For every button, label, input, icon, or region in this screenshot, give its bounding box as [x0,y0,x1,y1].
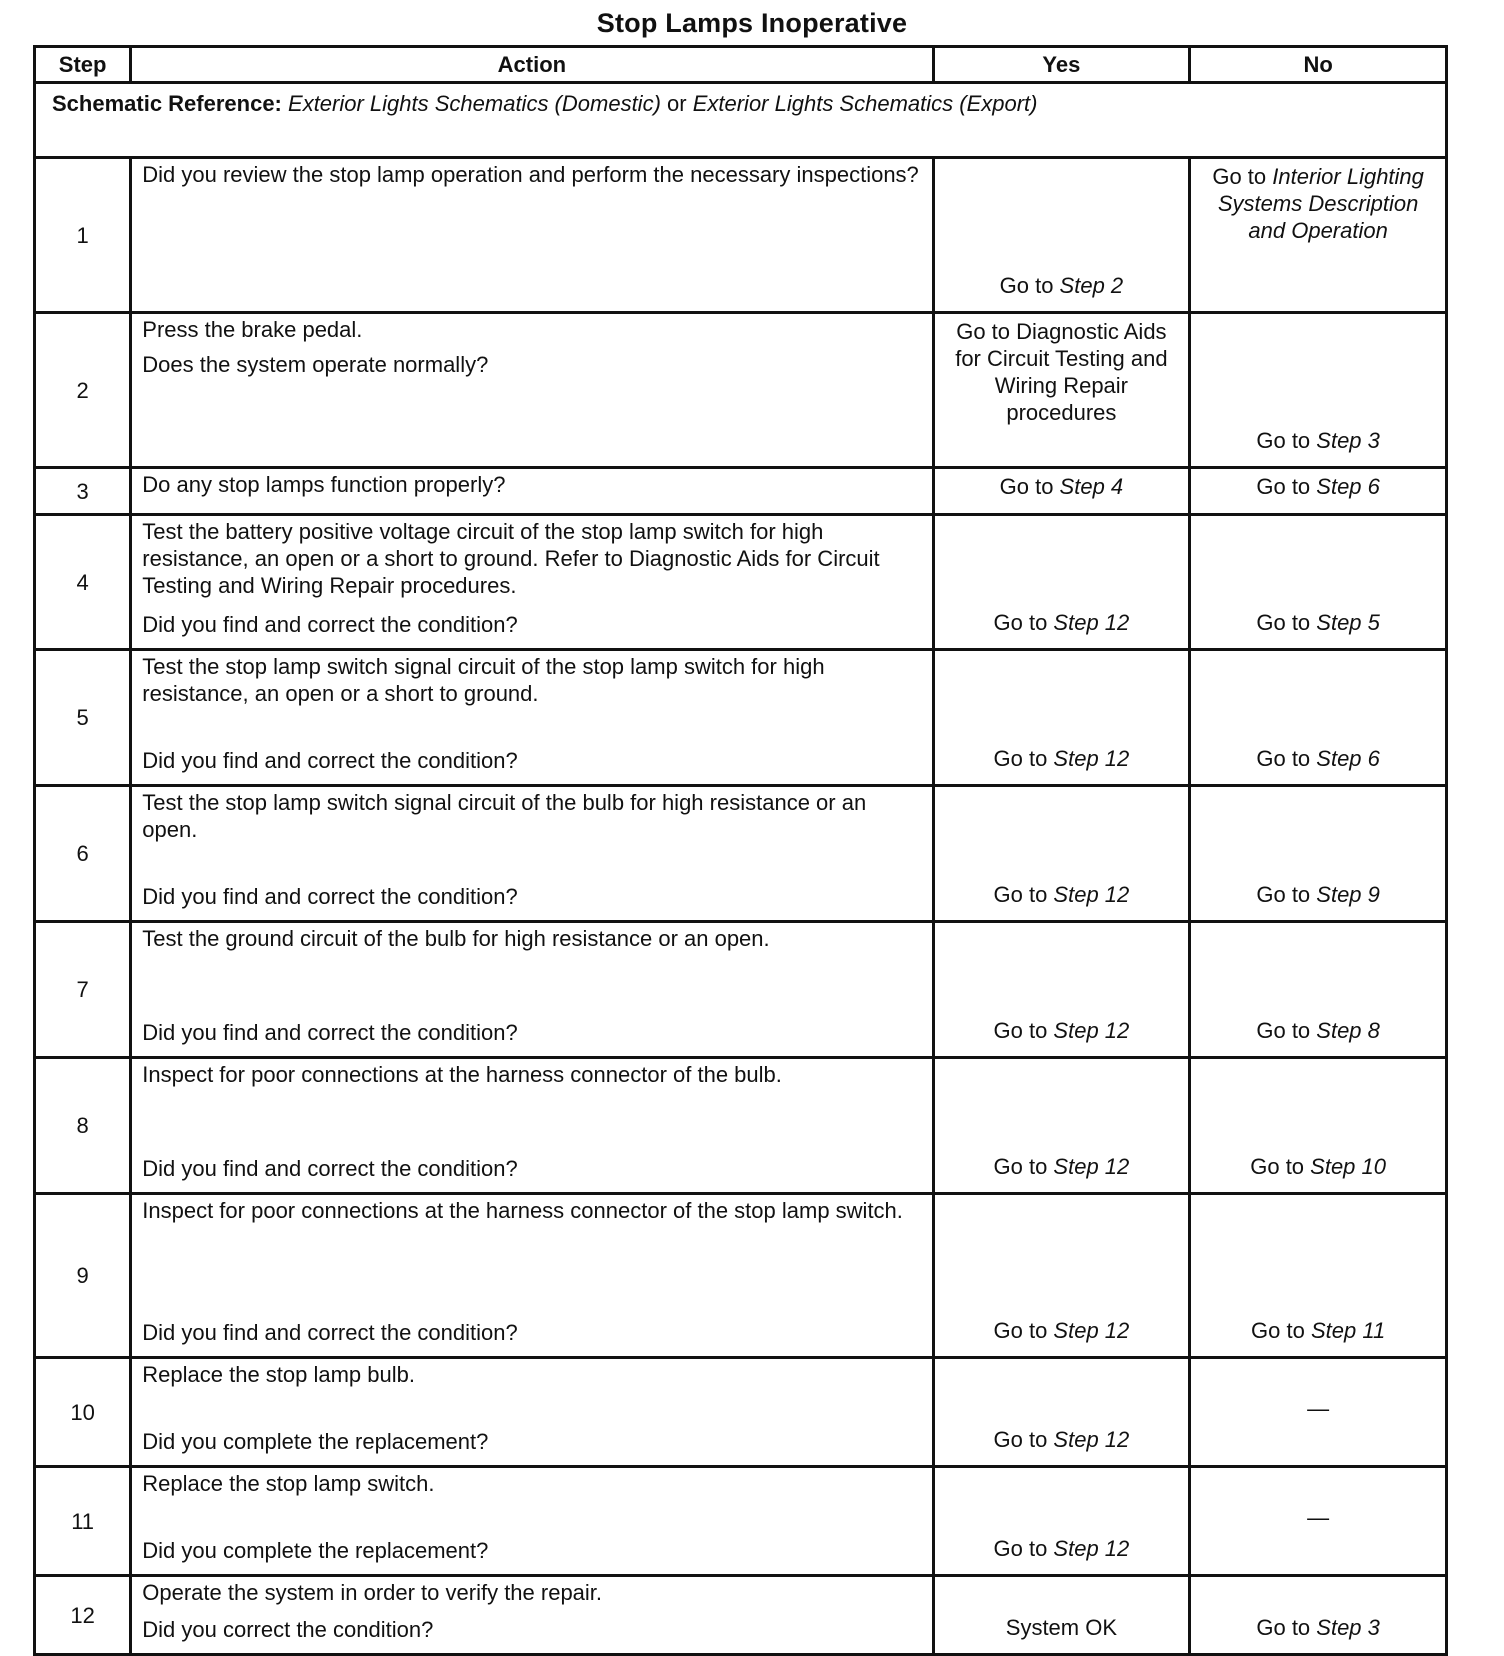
no-step-link[interactable]: Step 9 [1316,882,1380,907]
yes-cell [933,1358,1190,1467]
no-cell [1190,1358,1447,1467]
step-number: 9 [35,1194,131,1358]
yes-text: Go to [993,610,1054,635]
action-question: Did you find and correct the condition? [142,748,518,773]
action-text: Test the ground circuit of the bulb for high resistance or an open. [142,926,770,951]
action-cell [131,313,933,468]
schematic-reference-row [35,83,1447,158]
no-text: Go to [1212,164,1273,189]
action-text: Did you review the stop lamp operation and perform the necessary inspections? [142,162,919,187]
action-cell [131,1194,933,1358]
step-number: 6 [35,786,131,922]
yes-text: Go to [993,882,1054,907]
table-row [35,468,1447,515]
step-number: 3 [35,468,131,515]
no-step-link[interactable]: Step 11 [1310,1318,1386,1343]
no-text: Go to [1256,1018,1317,1043]
schematic-reference [35,83,1447,158]
no-cell [1190,650,1447,786]
header-step: Step [35,47,131,83]
schematic-link-domestic[interactable]: Exterior Lights Schematics (Domestic) [288,91,661,116]
step-number: 11 [35,1467,131,1576]
diagnostic-table [33,45,1448,1656]
action-question: Does the system operate normally? [142,352,489,377]
no-cell [1190,786,1447,922]
yes-text: Go to [993,1427,1054,1452]
table-row [35,786,1447,922]
action-text: Inspect for poor connections at the harness connector of the bulb. [142,1062,782,1087]
no-cell [1190,468,1447,515]
yes-step-link[interactable]: Step 12 [1053,610,1130,635]
step-number: 2 [35,313,131,468]
action-text: Test the stop lamp switch signal circuit of the bulb for high resistance or an open. [142,790,867,842]
no-step-link[interactable]: Step 8 [1316,1018,1380,1043]
table-row [35,158,1447,313]
no-text: Go to [1250,1154,1311,1179]
yes-cell [933,468,1190,515]
no-cell [1190,1576,1447,1655]
action-question: Did you find and correct the condition? [142,1320,518,1345]
schematic-reference-label: Schematic Reference: [52,91,282,116]
step-number: 12 [35,1576,131,1655]
table-row [35,1194,1447,1358]
table-row [35,1576,1447,1655]
schematic-joiner: or [660,91,693,116]
header-row [35,47,1447,83]
action-text: Operate the system in order to verify the repair. [142,1580,603,1605]
action-cell [131,786,933,922]
step-number: 10 [35,1358,131,1467]
no-text: Go to [1256,428,1317,453]
yes-step-link[interactable]: Step 12 [1053,1318,1130,1343]
action-text: Replace the stop lamp bulb. [142,1362,415,1387]
no-cell [1190,1058,1447,1194]
yes-step-link[interactable]: Step 12 [1053,882,1130,907]
no-text: Go to [1256,882,1317,907]
action-question: Did you find and correct the condition? [142,884,518,909]
table-row [35,313,1447,468]
no-text: Go to [1256,610,1317,635]
action-cell [131,1058,933,1194]
header-no: No [1190,47,1447,83]
yes-step-link[interactable]: Step 12 [1053,1427,1130,1452]
yes-cell [933,922,1190,1058]
table-row [35,1358,1447,1467]
action-question: Did you correct the condition? [142,1617,434,1642]
no-text: Go to [1256,474,1317,499]
action-question: Did you complete the replacement? [142,1429,489,1454]
action-cell [131,1576,933,1655]
action-text: Inspect for poor connections at the harness connector of the stop lamp switch. [142,1198,903,1223]
step-number: 4 [35,515,131,650]
header-action: Action [131,47,933,83]
no-text: Go to [1251,1318,1311,1343]
table-row [35,1467,1447,1576]
no-step-link[interactable]: Step 3 [1316,1615,1380,1640]
schematic-link-export[interactable]: Exterior Lights Schematics (Export) [692,91,1038,116]
table-row [35,1058,1447,1194]
yes-cell [933,786,1190,922]
yes-step-link[interactable]: Step 4 [1059,474,1124,499]
yes-cell [933,158,1190,313]
table-row [35,515,1447,650]
no-cell [1190,1467,1447,1576]
action-text: Test the battery positive voltage circuit of the stop lamp switch for high resistance, an open or a short to ground. Refer to Diagnostic Aids for Circuit Testing and Wiring Repair procedures. [142,519,880,598]
action-text: Press the brake pedal. [142,317,363,342]
yes-step-link[interactable]: Step 12 [1053,1154,1130,1179]
step-number: 7 [35,922,131,1058]
yes-text: Go to [999,273,1060,298]
yes-text: Go to [993,746,1054,771]
no-step-link[interactable]: Interior Lighting Systems Description and Operation [1217,164,1424,243]
no-text: — [1307,1395,1330,1421]
action-question: Did you complete the replacement? [142,1538,489,1563]
action-cell [131,1358,933,1467]
no-cell [1190,1194,1447,1358]
no-text: — [1307,1504,1330,1530]
action-cell [131,1467,933,1576]
yes-cell [933,1194,1190,1358]
no-step-link[interactable]: Step 10 [1310,1154,1386,1179]
action-cell [131,922,933,1058]
yes-text: Go to [993,1018,1054,1043]
action-cell [131,515,933,650]
action-text: Test the stop lamp switch signal circuit of the stop lamp switch for high resistance, an open or a short to ground. [142,654,825,706]
yes-text: System OK [1005,1615,1118,1640]
action-text: Do any stop lamps function properly? [142,472,506,497]
header-yes: Yes [933,47,1190,83]
action-cell [131,158,933,313]
step-number: 5 [35,650,131,786]
yes-cell [933,1467,1190,1576]
table-row [35,922,1447,1058]
no-cell [1190,515,1447,650]
no-step-link[interactable]: Step 6 [1316,474,1380,499]
no-step-link[interactable]: Step 5 [1316,610,1380,635]
no-cell [1190,922,1447,1058]
yes-step-link[interactable]: Step 12 [1053,746,1130,771]
action-cell [131,650,933,786]
yes-cell [933,515,1190,650]
yes-text: Go to [999,474,1060,499]
action-cell [131,468,933,515]
yes-text: Go to [993,1536,1054,1561]
yes-step-link[interactable]: Step 2 [1059,273,1124,298]
step-number: 8 [35,1058,131,1194]
no-text: Go to [1256,1615,1317,1640]
step-number: 1 [35,158,131,313]
action-text: Replace the stop lamp switch. [142,1471,435,1496]
yes-cell [933,650,1190,786]
yes-text: Go to Diagnostic Aids for Circuit Testing and Wiring Repair procedures [955,319,1168,425]
yes-cell [933,313,1190,468]
no-cell [1190,313,1447,468]
no-cell [1190,158,1447,313]
yes-text: Go to [993,1154,1054,1179]
yes-step-link[interactable]: Step 12 [1053,1018,1130,1043]
yes-text: Go to [993,1318,1054,1343]
table-row [35,650,1447,786]
no-text: Go to [1256,746,1317,771]
yes-step-link[interactable]: Step 12 [1053,1536,1130,1561]
yes-cell [933,1576,1190,1655]
action-question: Did you find and correct the condition? [142,1020,518,1045]
yes-cell [933,1058,1190,1194]
page-title: Stop Lamps Inoperative [596,8,908,38]
no-step-link[interactable]: Step 3 [1316,428,1380,453]
action-question: Did you find and correct the condition? [142,612,518,637]
action-question: Did you find and correct the condition? [142,1156,518,1181]
no-step-link[interactable]: Step 6 [1316,746,1380,771]
